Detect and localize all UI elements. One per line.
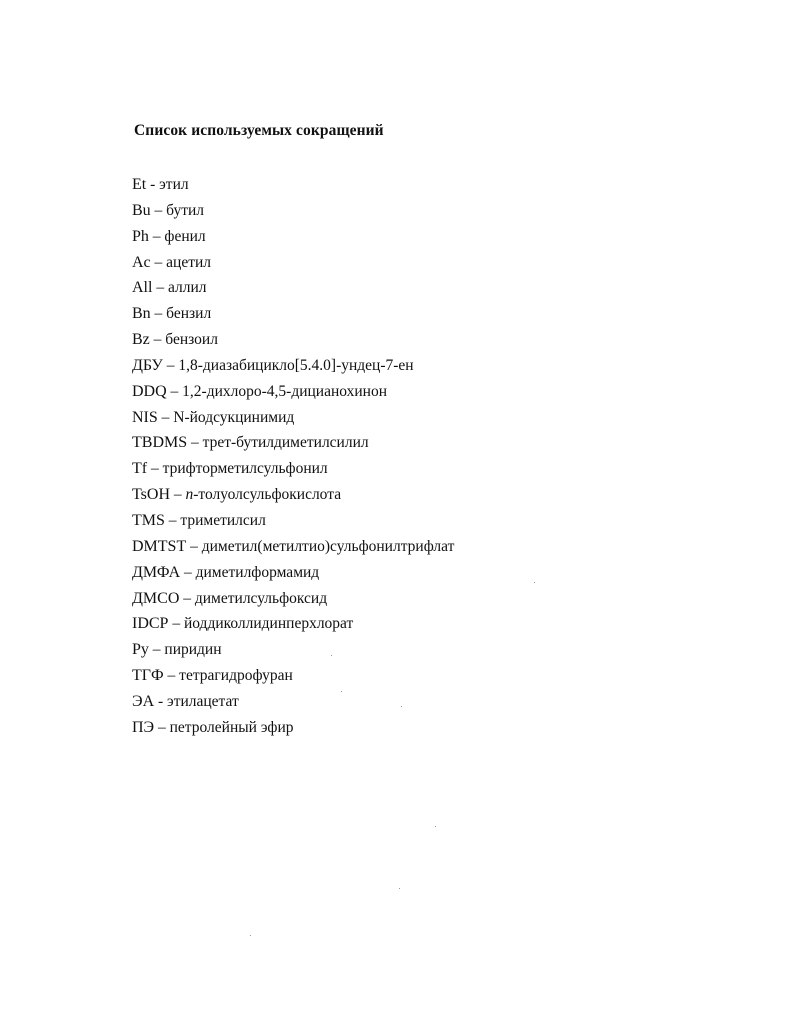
abbreviation-separator: –	[162, 356, 179, 374]
page-title: Список используемых сокращений	[134, 122, 384, 139]
abbreviation-separator: –	[148, 227, 165, 245]
abbreviation-separator: –	[170, 486, 186, 504]
abbreviation-separator: –	[154, 718, 170, 736]
abbreviation-separator: –	[180, 563, 196, 581]
abbreviation-definition-wrap	[182, 383, 387, 400]
abbreviation-term: ДБУ	[132, 356, 163, 374]
abbreviation-definition: фенил	[164, 227, 206, 245]
scan-speck	[399, 888, 400, 889]
scan-speck	[341, 691, 342, 692]
abbreviation-definition-wrap	[168, 279, 207, 296]
scan-speck	[534, 582, 535, 583]
scan-speck	[331, 655, 332, 656]
abbreviation-definition: ацетил	[166, 253, 212, 271]
scan-speck	[250, 935, 251, 936]
abbreviation-separator: –	[187, 434, 203, 452]
abbreviation-item	[132, 226, 454, 252]
abbreviation-term: ЭА	[132, 692, 155, 710]
abbreviation-item	[132, 536, 454, 562]
abbreviation-item	[132, 174, 454, 200]
abbreviation-definition: диметилформамид	[195, 563, 320, 581]
abbreviation-separator: –	[150, 253, 167, 271]
abbreviation-item	[132, 588, 454, 614]
abbreviation-separator: -	[146, 176, 160, 193]
abbreviation-separator: –	[147, 460, 163, 478]
abbreviation-term: Py	[132, 641, 149, 659]
abbreviation-term: DMTST	[132, 537, 187, 555]
abbreviation-separator: –	[164, 511, 181, 529]
abbreviation-item	[132, 355, 454, 381]
abbreviation-item	[132, 329, 454, 355]
abbreviation-separator: –	[168, 615, 184, 633]
abbreviation-separator: –	[150, 201, 167, 219]
abbreviation-term: Ph	[132, 227, 149, 245]
abbreviation-definition-wrap	[164, 228, 205, 245]
abbreviation-item	[132, 613, 454, 639]
abbreviation-separator: –	[157, 408, 174, 426]
abbreviation-separator: –	[148, 641, 165, 659]
abbreviation-term: Bu	[132, 201, 151, 219]
abbreviation-item	[132, 252, 454, 278]
abbreviation-separator: –	[186, 537, 202, 555]
abbreviation-definition-wrap	[178, 357, 413, 374]
abbreviation-term: Bz	[132, 331, 150, 349]
abbreviation-item	[132, 510, 454, 536]
abbreviation-item	[132, 200, 454, 226]
abbreviation-item	[132, 562, 454, 588]
abbreviation-term: ПЭ	[132, 718, 155, 736]
abbreviation-definition-italic-prefix: n	[185, 486, 194, 504]
abbreviation-definition: трет-бутилдиметилсилил	[202, 434, 369, 452]
abbreviation-definition-wrap	[173, 409, 294, 426]
abbreviation-term: TsOH	[132, 486, 170, 504]
abbreviation-definition-wrap	[195, 590, 327, 607]
abbreviation-definition-wrap	[184, 615, 353, 632]
abbreviation-term: ДМФА	[132, 563, 181, 581]
abbreviation-item	[132, 303, 454, 329]
abbreviation-definition-wrap	[166, 305, 211, 322]
abbreviation-term: All	[132, 279, 153, 297]
abbreviation-definition: йоддиколлидинперхлорат	[183, 615, 354, 633]
abbreviation-separator: –	[152, 279, 168, 297]
abbreviation-definition: этил	[159, 176, 189, 193]
abbreviation-definition-wrap	[186, 486, 342, 503]
scan-speck	[435, 826, 436, 827]
abbreviation-definition-wrap	[203, 434, 369, 451]
abbreviation-definition-wrap	[196, 564, 320, 581]
scan-speck	[401, 706, 402, 707]
abbreviation-term: Et	[132, 176, 147, 193]
abbreviation-definition-wrap	[164, 641, 221, 658]
abbreviation-definition-wrap	[166, 254, 211, 271]
abbreviation-separator: –	[149, 331, 166, 349]
abbreviation-definition-wrap	[179, 667, 293, 684]
abbreviation-item	[132, 277, 454, 303]
abbreviation-separator: –	[179, 589, 195, 607]
abbreviation-term: IDCP	[132, 615, 169, 633]
abbreviation-separator: –	[150, 305, 167, 323]
abbreviation-definition: бензил	[166, 305, 212, 323]
abbreviation-definition: 1,8-диазабицикло[5.4.0]-ундец-7-ен	[178, 356, 414, 374]
abbreviation-definition: -толуолсульфокислота	[193, 486, 342, 504]
abbreviation-item	[132, 717, 454, 743]
abbreviation-definition: диметилсульфоксид	[194, 589, 328, 607]
abbreviation-item	[132, 407, 454, 433]
abbreviation-term: Tf	[132, 460, 148, 478]
abbreviation-definition-wrap	[165, 331, 218, 348]
abbreviation-item	[132, 665, 454, 691]
abbreviation-definition: тетрагидрофуран	[179, 667, 293, 685]
abbreviation-term: ТГФ	[132, 667, 164, 685]
abbreviation-definition-wrap	[166, 202, 204, 219]
abbreviation-item	[132, 691, 454, 717]
abbreviation-definition: пиридин	[164, 641, 222, 659]
abbreviation-definition: этилацетат	[167, 692, 239, 710]
abbreviation-item	[132, 432, 454, 458]
abbreviation-term: NIS	[132, 408, 158, 426]
abbreviation-term: TMS	[132, 511, 165, 529]
abbreviation-definition-wrap	[202, 538, 455, 555]
abbreviation-separator: -	[154, 692, 168, 710]
abbreviation-definition: аллил	[167, 279, 207, 297]
abbreviation-term: ДМСО	[132, 589, 180, 607]
abbreviation-item	[132, 484, 454, 510]
abbreviation-definition: бензоил	[165, 331, 218, 349]
abbreviation-item	[132, 458, 454, 484]
abbreviation-definition-wrap	[159, 176, 188, 193]
abbreviation-definition: трифторметилсульфонил	[162, 460, 328, 478]
abbreviation-definition: триметилсил	[180, 511, 266, 529]
abbreviation-definition: 1,2-дихлоро-4,5-дицианохинон	[182, 382, 388, 400]
abbreviation-definition: петролейный эфир	[169, 718, 294, 736]
abbreviation-term: TBDMS	[132, 434, 188, 452]
abbreviation-separator: –	[163, 667, 180, 685]
abbreviation-definition-wrap	[170, 719, 294, 736]
abbreviation-definition-wrap	[180, 512, 265, 529]
abbreviation-item	[132, 639, 454, 665]
abbreviation-definition: бутил	[166, 201, 205, 219]
abbreviation-item	[132, 381, 454, 407]
abbreviation-term: DDQ	[132, 382, 167, 400]
abbreviation-term: Ac	[132, 253, 151, 271]
abbreviation-term: Bn	[132, 305, 151, 323]
abbreviation-separator: –	[166, 382, 183, 400]
abbreviation-list	[132, 174, 454, 743]
abbreviation-definition: N-йодсукцинимид	[173, 408, 295, 426]
abbreviation-definition: диметил(метилтио)сульфонилтрифлат	[201, 537, 455, 555]
abbreviation-definition-wrap	[167, 693, 239, 710]
abbreviation-definition-wrap	[163, 460, 328, 477]
